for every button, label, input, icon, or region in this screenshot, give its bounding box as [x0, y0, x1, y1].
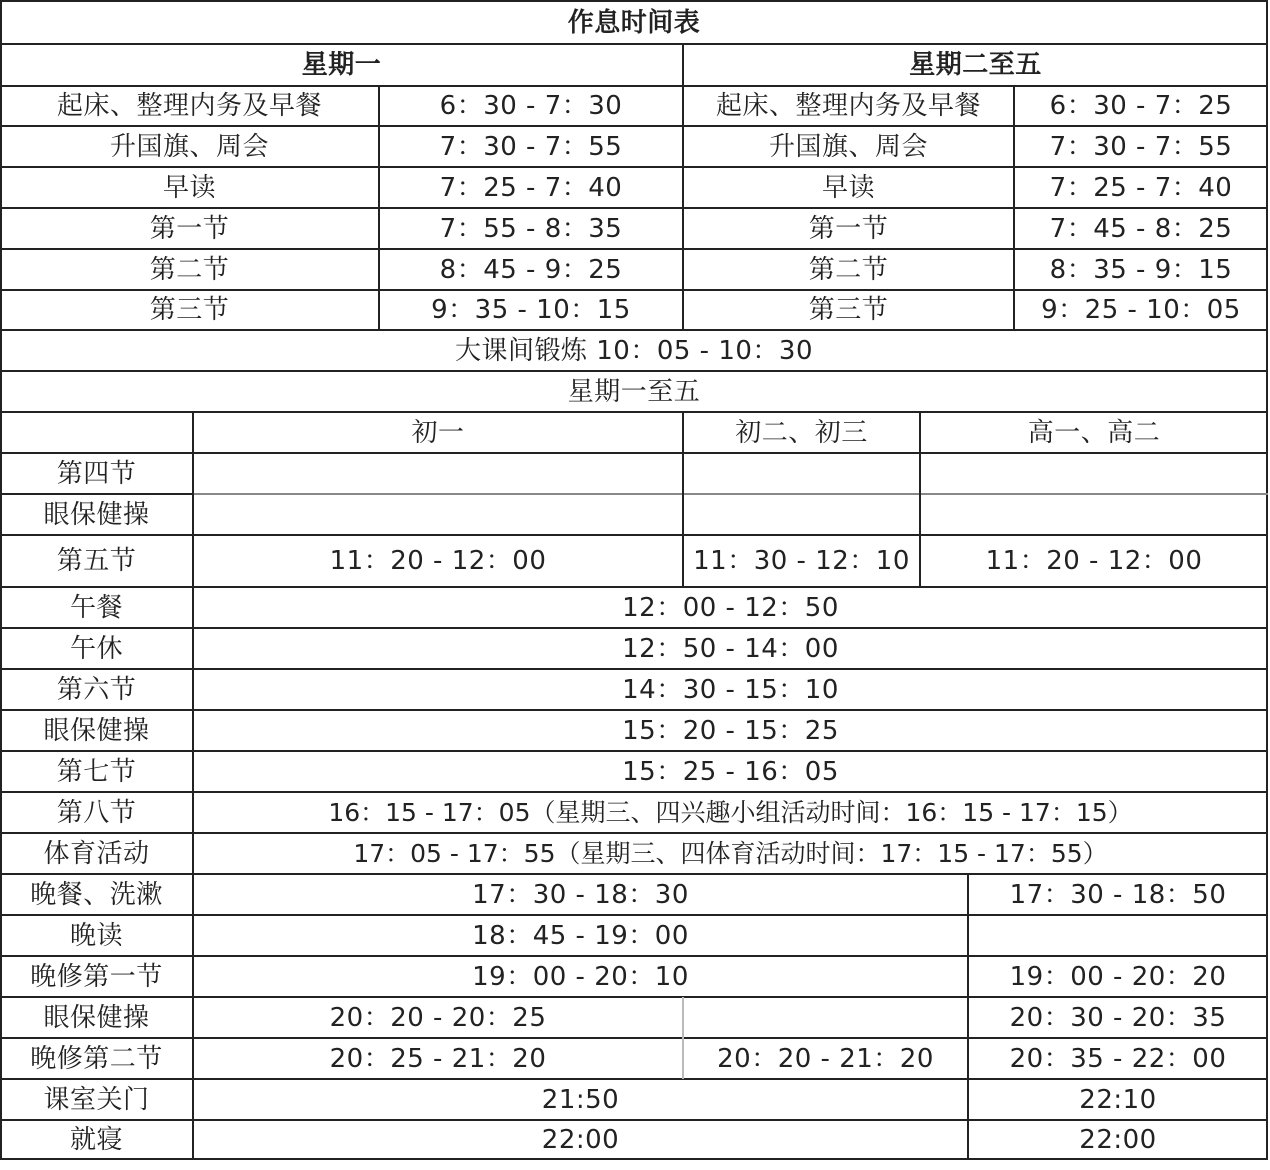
tue-fri-row-time: 7：45 - 8：25 — [1049, 213, 1233, 244]
tue-fri-row-time: 8：35 - 9：15 — [1049, 254, 1233, 285]
tue-fri-row-label: 升国旗、周会 — [768, 131, 928, 162]
row-label-period5: 第五节 — [56, 546, 137, 576]
row-label-period6: 第六节 — [56, 674, 137, 705]
eye3-g1-time: 20：20 - 20：25 — [329, 1002, 547, 1033]
monday-row-time: 6：30 - 7：30 — [439, 91, 623, 121]
grade-header-g1: 初一 — [411, 417, 465, 448]
monday-row-label: 第三节 — [149, 295, 230, 325]
period6-time: 14：30 - 15：10 — [622, 674, 839, 705]
row-label-eye2: 眼保健操 — [43, 715, 150, 746]
sleep-junior-time: 22:00 — [541, 1125, 620, 1155]
monday-row-label: 第一节 — [149, 213, 230, 244]
monday-header: 星期一 — [301, 50, 382, 80]
tue-fri-row-label: 第三节 — [808, 295, 889, 325]
row-label-evening1: 晚修第一节 — [30, 961, 163, 992]
row-label-evening-read: 晚读 — [69, 920, 123, 951]
nap-time: 12：50 - 14：00 — [622, 633, 839, 664]
period8-time: 16：15 - 17：05（星期三、四兴趣小组活动时间：16：15 - 17：15） — [328, 798, 1133, 827]
row-label-period8: 第八节 — [56, 797, 137, 828]
evening1-senior-time: 19：00 - 20：20 — [1009, 961, 1227, 992]
grade-header-g23: 初二、初三 — [735, 417, 868, 448]
period5-g23-time: 11：30 - 12：10 — [693, 546, 910, 576]
evening2-senior-time: 20：35 - 22：00 — [1009, 1043, 1227, 1074]
monday-row-label: 第二节 — [149, 254, 230, 285]
monday-row-time: 9：35 - 10：15 — [431, 295, 631, 325]
grade-header-h12: 高一、高二 — [1027, 417, 1161, 448]
row-label-eye3: 眼保健操 — [43, 1002, 150, 1033]
evening-read-junior-time: 18：45 - 19：00 — [472, 920, 689, 951]
monday-row-time: 7：25 - 7：40 — [439, 172, 623, 203]
evening2-g1-time: 20：25 - 21：20 — [329, 1043, 547, 1074]
row-label-nap: 午休 — [69, 633, 123, 664]
lunch-time: 12：00 - 12：50 — [622, 592, 839, 623]
eye2-time: 15：20 - 15：25 — [622, 715, 839, 746]
sports-time: 17：05 - 17：55（星期三、四体育活动时间：17：15 - 17：55） — [353, 839, 1108, 868]
monday-row-label: 起床、整理内务及早餐 — [56, 91, 322, 121]
tue-fri-row-time: 9：25 - 10：05 — [1041, 295, 1241, 325]
dinner-senior-time: 17：30 - 18：50 — [1009, 879, 1227, 910]
tue-fri-row-time: 7：25 - 7：40 — [1049, 172, 1233, 203]
dinner-junior-time: 17：30 - 18：30 — [472, 879, 689, 910]
monday-row-label: 早读 — [162, 172, 216, 203]
big-break-row: 大课间锻炼 10：05 - 10：30 — [454, 335, 813, 366]
tue-fri-header: 星期二至五 — [909, 50, 1042, 80]
monday-row-label: 升国旗、周会 — [109, 131, 269, 162]
period7-time: 15：25 - 16：05 — [622, 756, 839, 787]
tue-fri-row-time: 6：30 - 7：25 — [1049, 91, 1233, 121]
evening2-g23-time: 20：20 - 21：20 — [717, 1043, 934, 1074]
row-label-close: 课室关门 — [43, 1084, 150, 1115]
monday-row-time: 8：45 - 9：25 — [439, 254, 623, 285]
evening1-junior-time: 19：00 - 20：10 — [472, 961, 689, 992]
monday-row-time: 7：30 - 7：55 — [439, 131, 623, 162]
row-label-dinner: 晚餐、洗漱 — [30, 879, 163, 910]
tue-fri-row-label: 第一节 — [808, 213, 889, 244]
tue-fri-row-time: 7：30 - 7：55 — [1049, 131, 1233, 162]
row-label-period7: 第七节 — [56, 756, 137, 787]
tue-fri-row-label: 第二节 — [808, 254, 889, 285]
mon-fri-header: 星期一至五 — [567, 376, 701, 407]
row-label-eye1: 眼保健操 — [43, 499, 150, 530]
row-label-period4: 第四节 — [56, 458, 137, 489]
row-label-evening2: 晚修第二节 — [30, 1043, 163, 1074]
row-label-sports: 体育活动 — [43, 838, 150, 869]
tue-fri-row-label: 起床、整理内务及早餐 — [715, 91, 981, 121]
close-senior-time: 22:10 — [1079, 1084, 1157, 1115]
table-title: 作息时间表 — [567, 8, 701, 38]
sleep-senior-time: 22:00 — [1079, 1125, 1157, 1155]
row-label-lunch: 午餐 — [69, 592, 123, 623]
monday-row-time: 7：55 - 8：35 — [439, 213, 623, 244]
period5-g1-time: 11：20 - 12：00 — [329, 546, 547, 576]
row-label-sleep: 就寝 — [69, 1125, 123, 1155]
close-junior-time: 21:50 — [541, 1084, 620, 1115]
tue-fri-row-label: 早读 — [821, 172, 875, 203]
period5-h12-time: 11：20 - 12：00 — [985, 546, 1203, 576]
eye3-senior-time: 20：30 - 20：35 — [1009, 1002, 1227, 1033]
